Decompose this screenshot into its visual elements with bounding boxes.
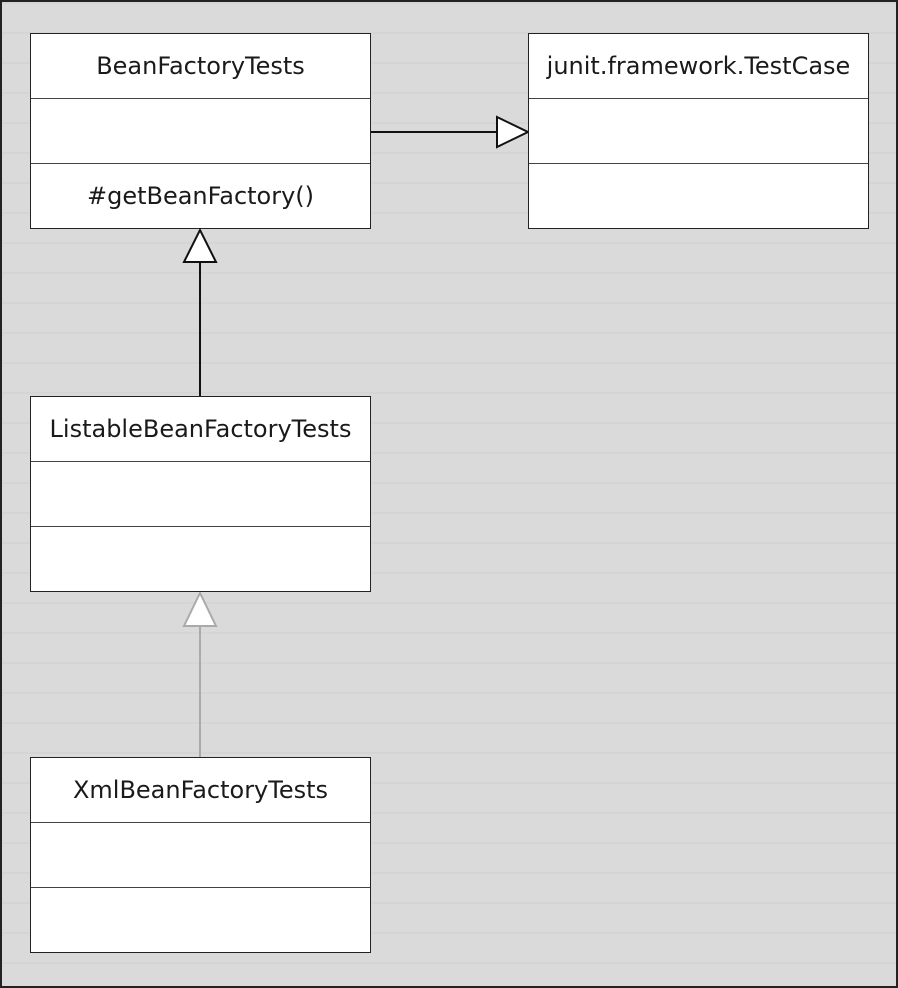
arrowhead-bean-factory — [184, 230, 216, 262]
class-name-section — [31, 397, 370, 461]
operation-get-bean-factory: #getBeanFactory() — [86, 182, 315, 210]
operations-section — [31, 887, 370, 952]
operations-section — [529, 163, 868, 228]
class-xml-bean-factory-tests — [30, 757, 371, 953]
class-bean-factory-tests — [30, 33, 371, 229]
class-name-section — [31, 758, 370, 822]
class-name: BeanFactoryTests — [96, 52, 305, 80]
class-name: junit.framework.TestCase — [546, 52, 851, 80]
class-name-section — [529, 34, 868, 98]
class-name: ListableBeanFactoryTests — [49, 415, 352, 443]
operations-section — [31, 163, 370, 228]
operations-section — [31, 526, 370, 591]
attributes-section — [31, 822, 370, 887]
class-junit-test-case — [528, 33, 869, 229]
class-listable-bean-factory-tests — [30, 396, 371, 592]
attributes-section — [31, 461, 370, 526]
arrowhead-testcase — [497, 117, 528, 147]
class-name-section — [31, 34, 370, 98]
attributes-section — [31, 98, 370, 163]
class-name: XmlBeanFactoryTests — [72, 776, 329, 804]
arrowhead-listable — [184, 593, 216, 626]
attributes-section — [529, 98, 868, 163]
